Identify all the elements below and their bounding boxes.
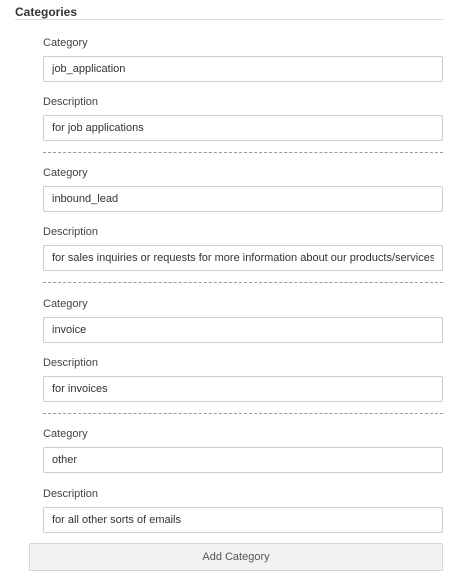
heading-rule [15, 19, 443, 20]
description-input[interactable] [43, 245, 443, 271]
add-category-button[interactable]: Add Category [29, 543, 443, 571]
description-label: Description [43, 226, 99, 238]
description-label: Description [43, 357, 99, 369]
description-label: Description [43, 96, 99, 108]
description-input[interactable] [43, 115, 443, 141]
categories-heading: Categories [15, 5, 78, 19]
description-input[interactable] [43, 376, 443, 402]
description-label: Description [43, 488, 99, 500]
category-label: Category [43, 167, 88, 179]
category-input[interactable] [43, 186, 443, 212]
category-input[interactable] [43, 56, 443, 82]
category-label: Category [43, 37, 88, 49]
category-label: Category [43, 298, 88, 310]
category-input[interactable] [43, 317, 443, 343]
category-separator [43, 413, 443, 414]
description-input[interactable] [43, 507, 443, 533]
category-separator [43, 152, 443, 153]
category-separator [43, 282, 443, 283]
category-label: Category [43, 428, 88, 440]
category-input[interactable] [43, 447, 443, 473]
